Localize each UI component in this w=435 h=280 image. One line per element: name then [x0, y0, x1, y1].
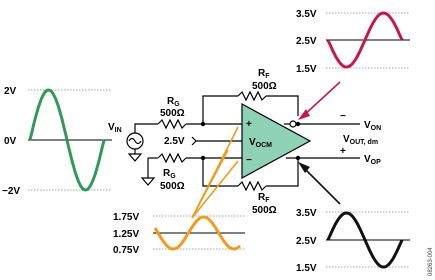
tick-label-2-5v: 2.5V	[296, 236, 317, 247]
rg-bottom-value: 500Ω	[160, 181, 185, 192]
pointer-arrow-cm-minus	[192, 161, 238, 218]
tick-label-1-5v: 1.5V	[296, 263, 317, 274]
pointer-arrow-cm-vocm	[192, 150, 228, 218]
rf-top-label: $R_F$	[258, 68, 270, 80]
tick-label-2-5v: 2.5V	[296, 36, 317, 47]
figure-id: 08263-004	[428, 247, 434, 276]
tick-label-2v: 2V	[4, 86, 17, 97]
vop-waveform-graph	[296, 208, 410, 274]
rg-top-resistor	[158, 120, 186, 128]
vocm-source-label: 2.5V	[164, 136, 185, 147]
common-mode-waveform-graph	[113, 212, 245, 256]
pointer-arrow-von	[302, 82, 340, 117]
rf-bottom-resistor	[238, 182, 266, 190]
rf-top-left-wire	[203, 96, 238, 124]
rg-bottom-label: $R_G$	[163, 168, 176, 180]
amp-minus-input: −	[246, 155, 252, 166]
rg-top-value: 500Ω	[160, 108, 185, 119]
input-waveform-graph	[2, 86, 112, 197]
vin-source-sine-glyph	[129, 139, 141, 144]
circuit	[127, 92, 360, 190]
rf-top-resistor	[238, 92, 266, 100]
von-waveform-graph	[296, 9, 410, 75]
von-minus-sign: −	[340, 111, 346, 122]
rf-top-value: 500Ω	[252, 81, 277, 92]
rf-top-right-wire	[266, 96, 298, 116]
von-label: $V_{ON}$	[364, 120, 382, 132]
vin-wire	[135, 124, 158, 133]
junction-dot-top-left	[201, 122, 205, 126]
vop-plus-sign: +	[340, 146, 346, 157]
junction-dot-top-right	[296, 122, 300, 126]
rf-bottom-label: $R_F$	[258, 192, 270, 204]
tick-label-0-75v: 0.75V	[113, 245, 140, 256]
bottom-ground-symbol	[142, 178, 154, 185]
vin-ground-symbol	[129, 154, 141, 161]
vocm-arrow-head	[192, 137, 196, 145]
amp-vocm-label: $V_{OCM}$	[249, 137, 273, 149]
tick-label-1-75v: 1.75V	[113, 212, 140, 223]
vop-label: $V_{OP}$	[364, 154, 381, 166]
rg-top-label: $R_G$	[167, 96, 180, 108]
inverted-output-bubble	[290, 121, 296, 127]
vout-dm-label: $V_{OUT, dm}$	[343, 134, 379, 146]
tick-label-neg2v: −2V	[2, 186, 21, 197]
tick-label-0v: 0V	[4, 136, 17, 147]
amp-plus-input: +	[246, 119, 252, 130]
rf-bottom-value: 500Ω	[252, 205, 277, 216]
tick-label-1-5v: 1.5V	[296, 64, 317, 75]
tick-label-3-5v: 3.5V	[296, 9, 317, 20]
junction-dot-bottom-right	[296, 156, 300, 160]
tick-label-1-25v: 1.25V	[113, 229, 140, 240]
junction-dot-bottom-left	[201, 156, 205, 160]
vin-label: $V_{IN}$	[108, 122, 122, 134]
tick-label-3-5v: 3.5V	[296, 208, 317, 219]
rg-bottom-resistor	[158, 154, 186, 162]
pointer-arrow-vop	[302, 166, 340, 204]
